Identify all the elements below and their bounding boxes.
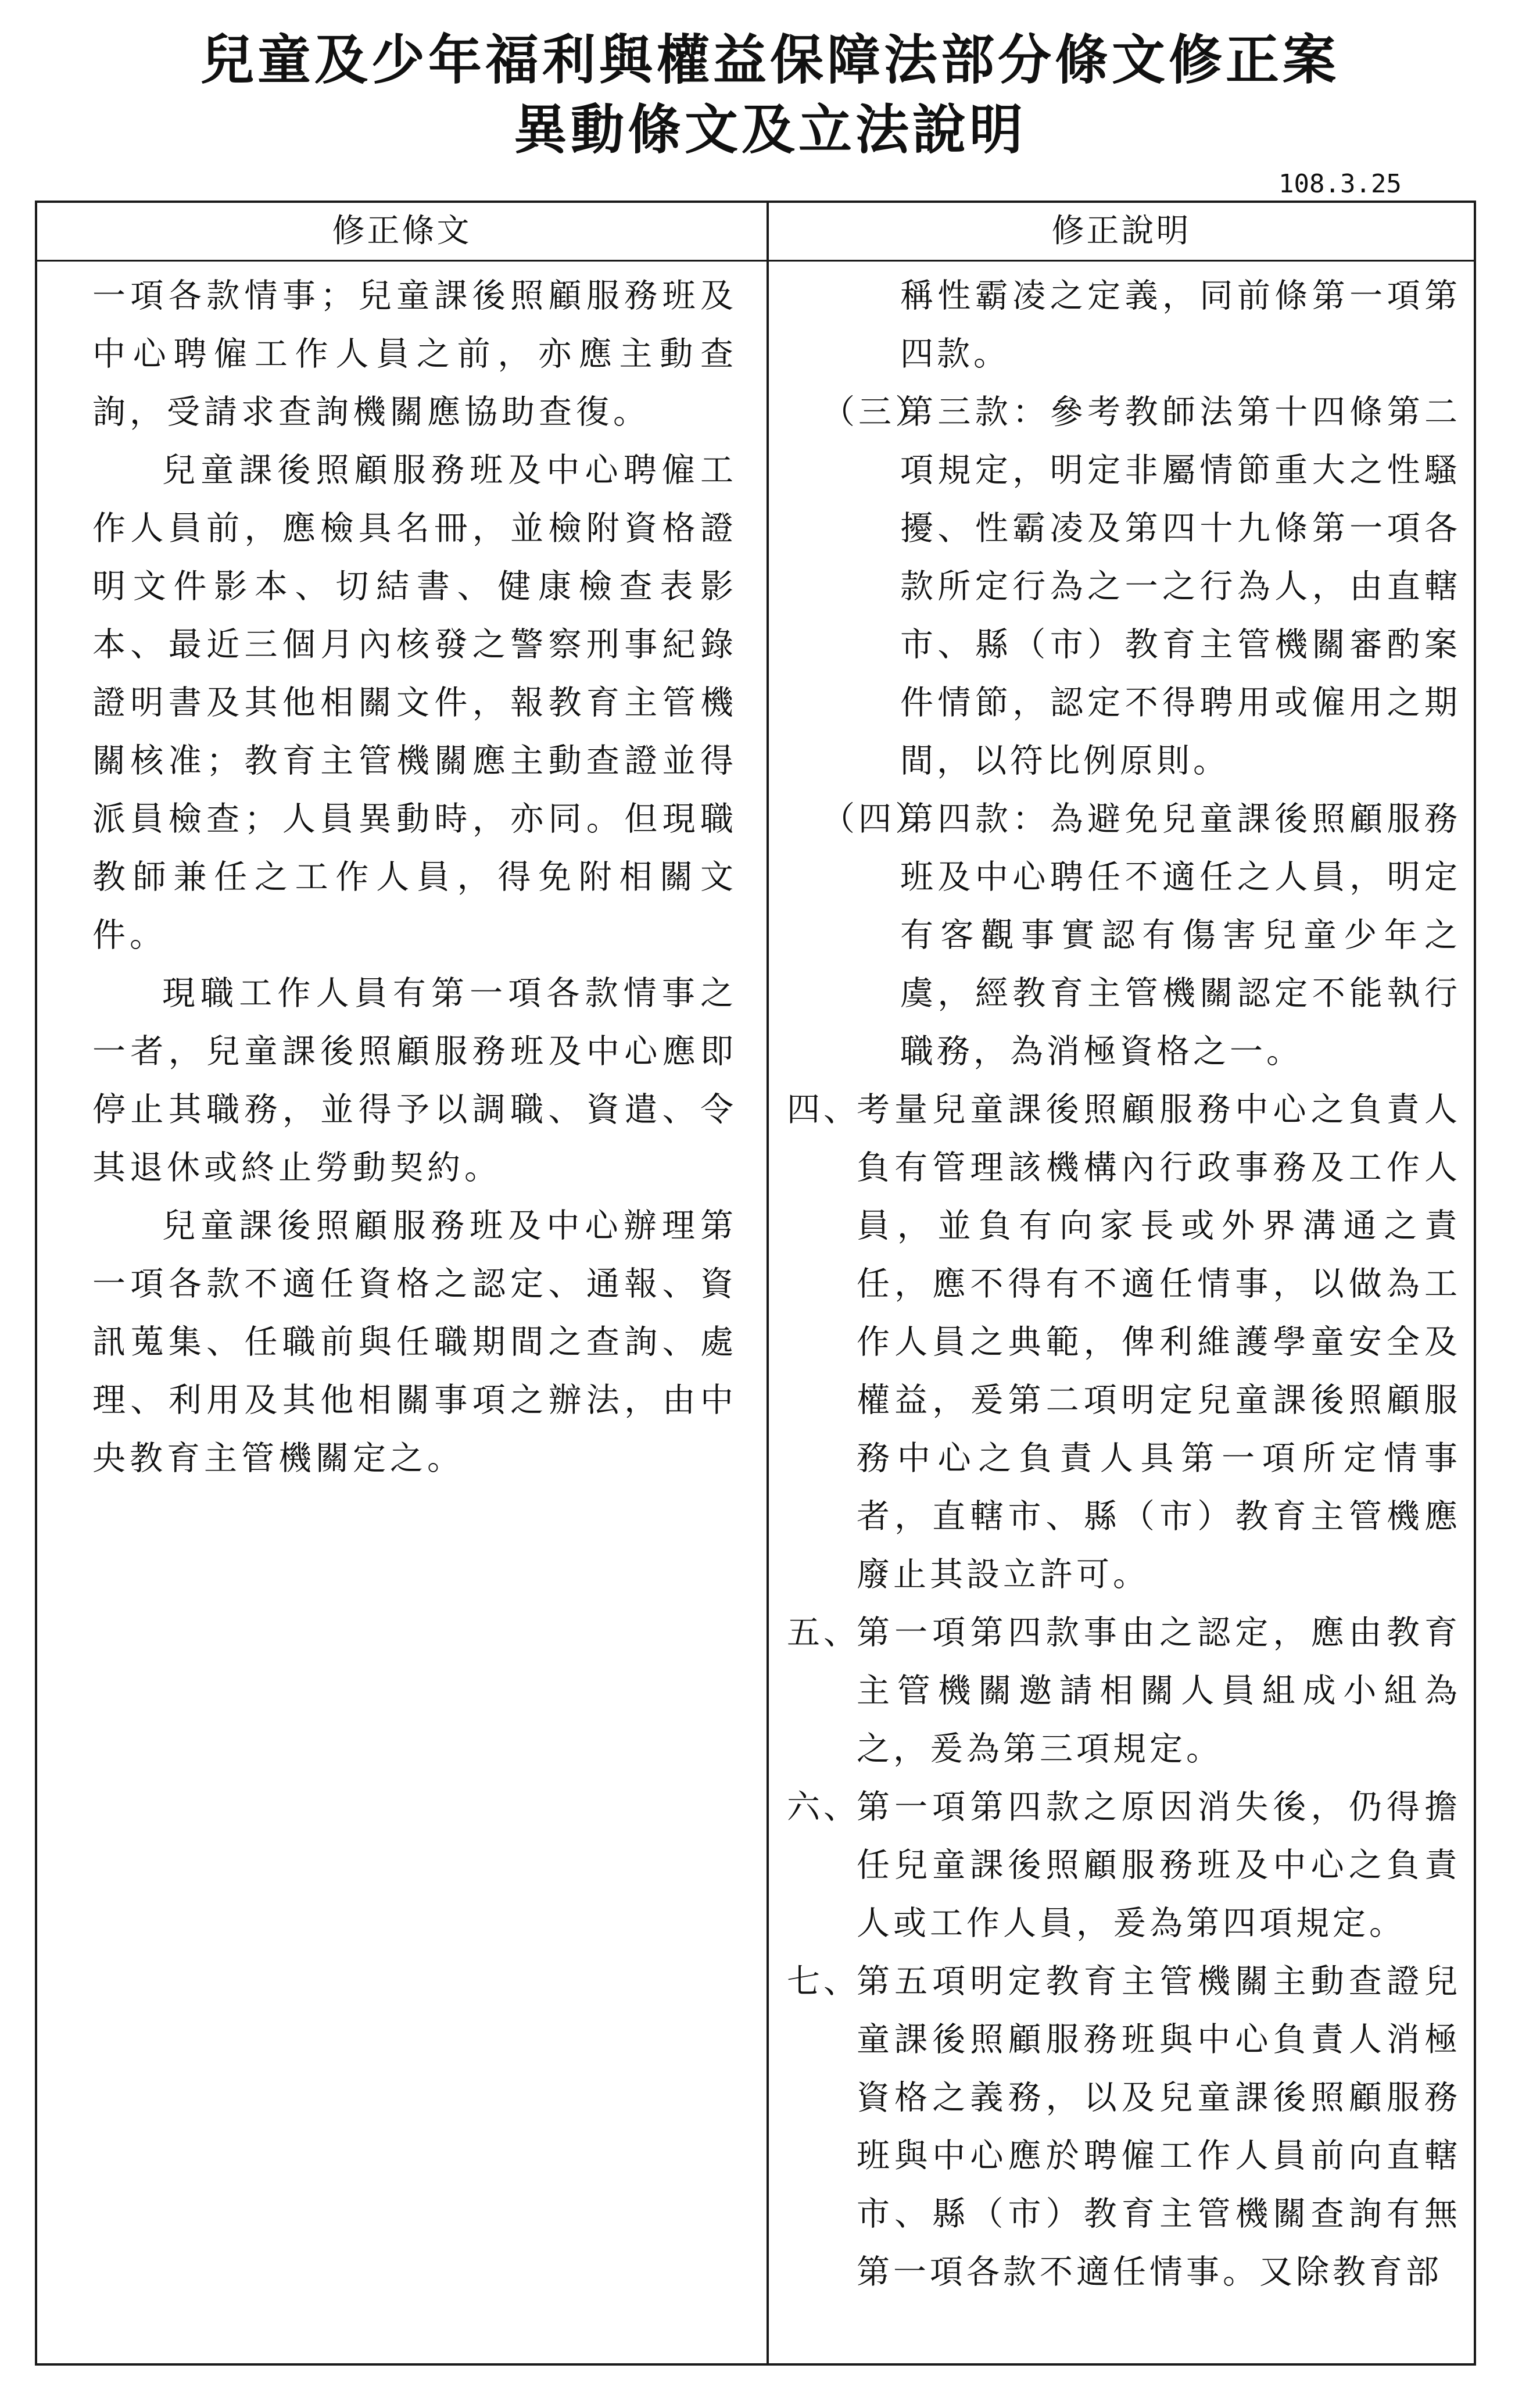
amended-text-column — [92, 267, 737, 1487]
item-text: 第一項第四款事由之認定，應由教育主管機關邀請相關人員組成小組為之，爰為第三項規定。 — [857, 1613, 1461, 1768]
explanation-item — [787, 1080, 1461, 1604]
item-marker: 四、 — [787, 1090, 860, 1129]
amended-paragraph: 兒童課後照顧服務班及中心聘僱工作人員前，應檢具名冊，並檢附資格證明文件影本、切結書、健康檢查表影本、最近三個月內核發之警察刑事紀錄證明書及其他相關文件，報教育主管機關核准；教育主管機關應主動查證並得派員檢查；人員異動時，亦同。但現職教師兼任之工作人員，得免附相關文件。 — [92, 451, 737, 954]
item-marker: 五、 — [787, 1613, 860, 1652]
item-text: 第一項第四款之原因消失後，仍得擔任兒童課後照顧服務班及中心之負責人或工作人員，爰為第四項規定。 — [857, 1788, 1461, 1942]
column-divider — [767, 203, 769, 2363]
sub-item-text: 第四款：為避免兒童課後照顧服務班及中心聘任不適任之人員，明定有客觀事實認有傷害兒童少年之虞，經教育主管機關認定不能執行職務，為消極資格之一。 — [900, 800, 1461, 1071]
explanation-column — [787, 267, 1461, 2301]
item-marker: 七、 — [787, 1962, 860, 2001]
explanation-sub-item — [787, 790, 1461, 1080]
explanation-sub-item — [787, 383, 1461, 790]
item-text: 第五項明定教育主管機關主動查證兒童課後照顧服務班與中心負責人消極資格之義務，以及兒童課後照顧服務班與中心應於聘僱工作人員前向直轄市、縣（市）教育主管機關查詢有無第一項各款不適任情事。又除教育部 — [857, 1962, 1461, 2291]
item-marker: 六、 — [787, 1788, 860, 1826]
header-divider — [37, 260, 1474, 262]
explanation-continuation: 稱性霸凌之定義，同前條第一項第四款。 — [900, 277, 1461, 373]
explanation-item — [787, 1604, 1461, 1778]
document-title-line2: 異動條文及立法說明 — [513, 98, 1026, 161]
explanation-item — [787, 1778, 1461, 1952]
sub-item-text: 第三款：參考教師法第十四條第二項規定，明定非屬情節重大之性騷擾、性霸凌及第四十九條第一項各款所定行為之一之行為人，由直轄市、縣（市）教育主管機關審酌案件情節，認定不得聘用或僱用之期間，以符比例原則。 — [900, 393, 1461, 780]
amended-paragraph: 兒童課後照顧服務班及中心辦理第一項各款不適任資格之認定、通報、資訊蒐集、任職前與任職期間之查詢、處理、利用及其他相關事項之辦法，由中央教育主管機關定之。 — [92, 1207, 737, 1477]
document-title-line1: 兒童及少年福利與權益保障法部分條文修正案 — [200, 28, 1340, 91]
sub-item-marker: （四） — [822, 800, 932, 838]
column-header-amended-text: 修正條文 — [332, 212, 472, 250]
explanation-item — [787, 1952, 1461, 2301]
document-date: 108.3.25 — [1278, 169, 1402, 199]
item-text: 考量兒童課後照顧服務中心之負責人負有管理該機構內行政事務及工作人員，並負有向家長或外界溝通之責任，應不得有不適任情事，以做為工作人員之典範，俾利維護學童安全及權益，爰第二項明定兒童課後照顧服務中心之負責人具第一項所定情事者，直轄市、縣（市）教育主管機應廢止其設立許可。 — [857, 1090, 1461, 1594]
amended-paragraph: 一項各款情事；兒童課後照顧服務班及中心聘僱工作人員之前，亦應主動查詢，受請求查詢機關應協助查復。 — [92, 277, 737, 431]
comparison-table — [35, 201, 1476, 2366]
amended-paragraph: 現職工作人員有第一項各款情事之一者，兒童課後照顧服務班及中心應即停止其職務，並得予以調職、資遣、令其退休或終止勞動契約。 — [92, 974, 737, 1187]
column-header-explanation: 修正說明 — [1051, 212, 1191, 250]
sub-item-marker: （三） — [822, 393, 932, 431]
